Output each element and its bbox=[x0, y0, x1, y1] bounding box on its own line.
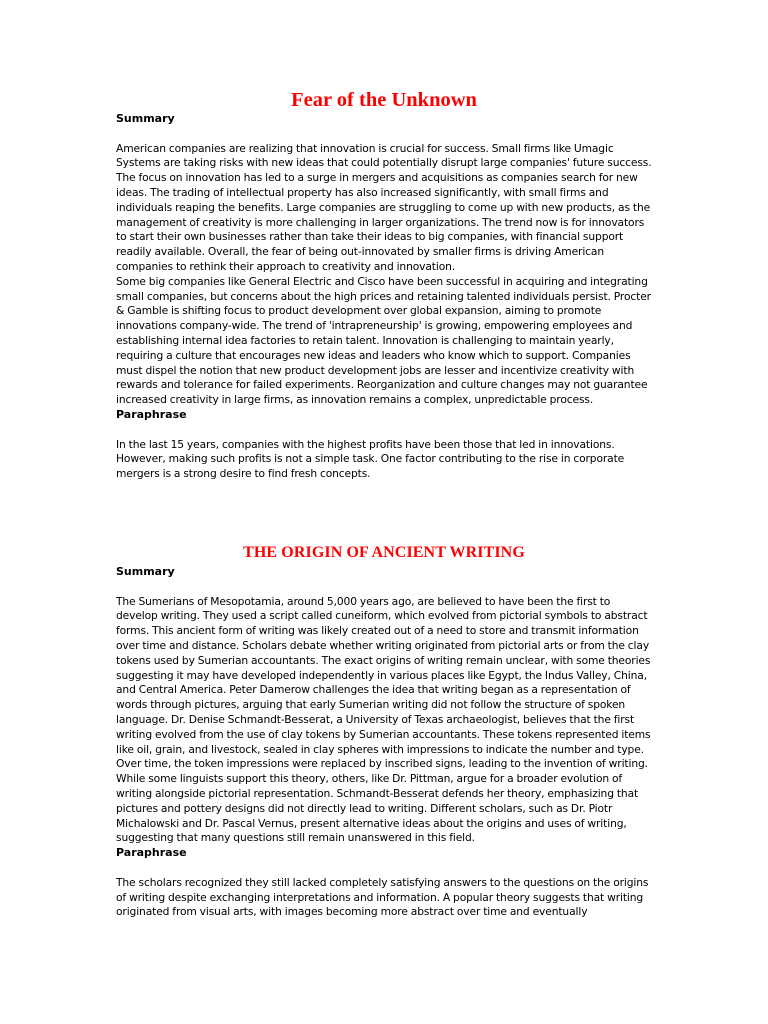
spacer bbox=[116, 127, 652, 142]
spacer bbox=[116, 861, 652, 876]
summary-heading: Summary bbox=[116, 565, 175, 578]
paraphrase-paragraph: In the last 15 years, companies with the highest profits have been those that led in innovations. However, making such profits is not a simple task. One factor contributing to the rise in corporate mergers is a strong desire to find fresh concepts. bbox=[116, 437, 625, 481]
paraphrase-heading: Paraphrase bbox=[116, 407, 187, 421]
spacer bbox=[116, 580, 652, 595]
summary-paragraph: American companies are realizing that innovation is crucial for success. Small firms like Umagic Systems are taking risks with new ideas that could potentially disrupt large companies' future success. The focus on innovation has led to a surge in mergers and acquisitions as companies search for new ideas. The trading of intellectual property has also increased significantly, with small firms and individuals reaping the benefits. Large companies are struggling to come up with new products, as the management of creativity is more challenging in larger organizations. The trend now is for innovators to start their own businesses rather than take their ideas to big companies, with financial support readily available. Overall, the fear of being out-innovated by smaller firms is driving American companies to rethink their approach to creativity and innovation. bbox=[116, 141, 652, 273]
section-title: Fear of the Unknown bbox=[291, 89, 477, 111]
summary-heading: Summary bbox=[116, 112, 175, 125]
section-origin-of-ancient-writing bbox=[116, 541, 652, 920]
spacer bbox=[116, 423, 652, 438]
section-fear-of-the-unknown bbox=[116, 88, 652, 482]
paraphrase-paragraph: The scholars recognized they still lacked completely satisfying answers to the questions on the origins of writing despite exchanging interpretations and information. A popular theory suggests that writing originated from visual arts, with images becoming more abstract over time and eventually bbox=[116, 875, 649, 919]
summary-paragraph: Some big companies like General Electric and Cisco have been successful in acquiring and integrating small companies, but concerns about the high prices and retaining talented individuals persist. Procter & Gamble is shifting focus to product development over global expansion, aiming to promote innovations company-wide. The trend of 'intrapreneurship' is growing, empowering employees and establishing internal idea factories to retain talent. Innovation is challenging to maintain yearly, requiring a culture that encourages new ideas and leaders who know which to support. Companies must dispel the notion that new product development jobs are lesser and incentivize creativity with rewards and tolerance for failed experiments. Reorganization and culture changes may not guarantee increased creativity in large firms, as innovation remains a complex, unpredictable process. bbox=[116, 274, 651, 407]
summary-paragraph: The Sumerians of Mesopotamia, around 5,000 years ago, are believed to have been the first to develop writing. They used a script called cuneiform, which evolved from pictorial symbols to abstract forms. This ancient form of writing was likely created out of a need to store and transmit information over time and distance. Scholars debate whether writing originated from pictorial arts or from the clay tokens used by Sumerian accountants. The exact origins of writing remain unclear, with some theories suggesting it may have developed independently in various places like Egypt, the Indus Valley, China, and Central America. Peter Damerow challenges the idea that writing began as a representation of words through pictures, arguing that early Sumerian writing did not follow the structure of spoken language. Dr. Denise Schmandt-Besserat, a University of Texas archaeologist, believes that the first writing evolved from the use of clay tokens by Sumerian accountants. These tokens represented items like oil, grain, and livestock, sealed in clay spheres with impressions to indicate the number and type. Over time, the token impressions were replaced by inscribed signs, leading to the invention of writing. While some linguists support this theory, others, like Dr. Pittman, argue for a broader evolution of writing alongside pictorial representation. Schmandt-Besserat defends her theory, emphasizing that pictures and pottery designs did not directly lead to writing. Different scholars, such as Dr. Piotr Michalowski and Dr. Pascal Vernus, present alternative ideas about the origins and uses of writing, suggesting that many questions still remain unanswered in this field. bbox=[116, 594, 651, 845]
section-title: THE ORIGIN OF ANCIENT WRITING bbox=[243, 544, 525, 561]
paraphrase-heading: Paraphrase bbox=[116, 846, 187, 860]
